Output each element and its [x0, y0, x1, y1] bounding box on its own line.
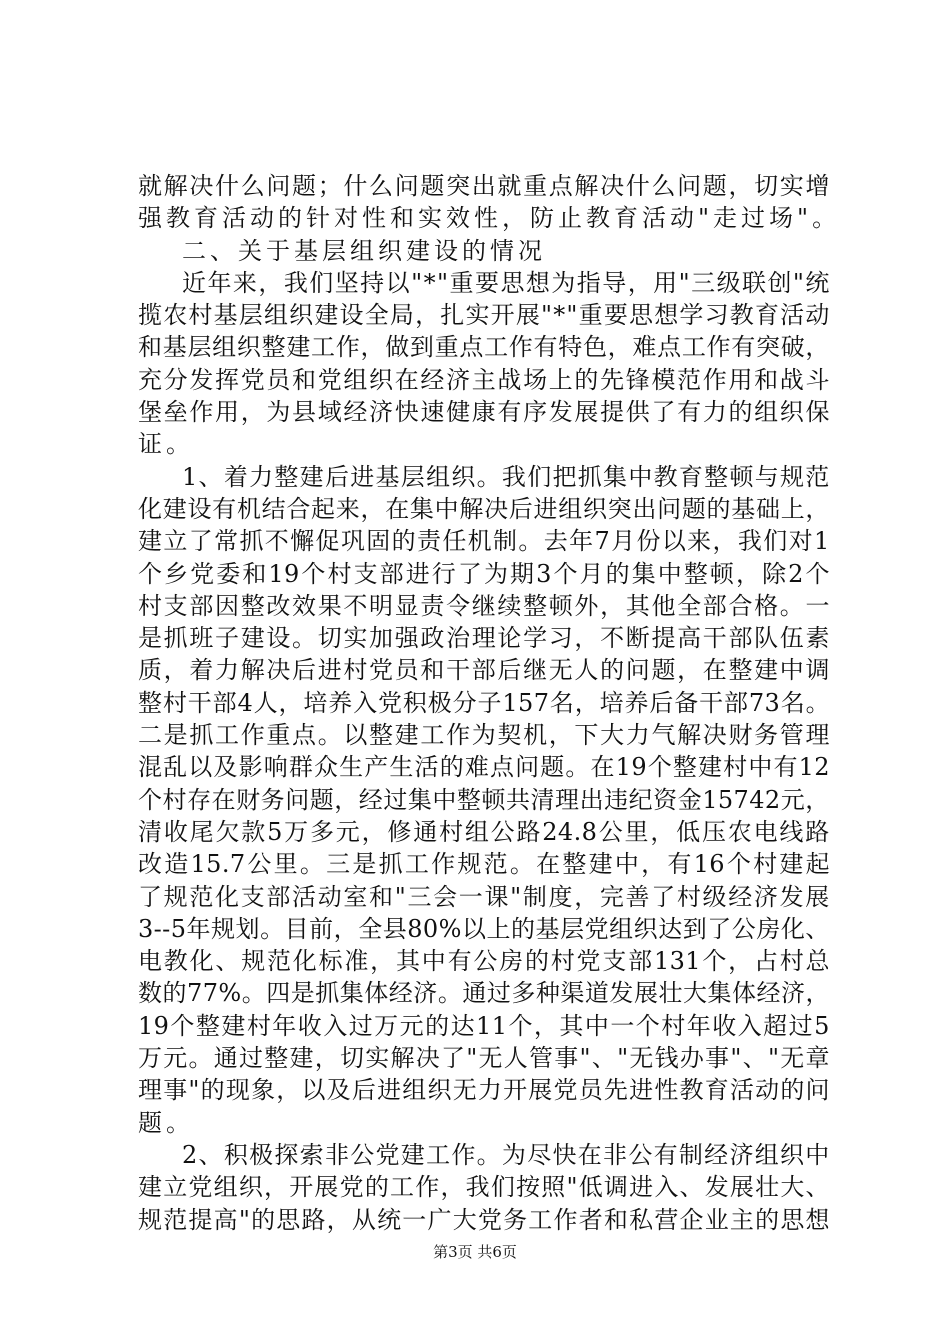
text-line: 理 事 " 的 现 象 ， 以 及 后 进 组 织 无 力 开 展 党 员 先 进 性 教 育 活 动 的 问: [138, 1076, 830, 1105]
text-line: 近 年 来 ， 我 们 坚 持 以 " * " 重 要 思 想 为 指 导 ， 用 " 三 级 联 创 " 统: [182, 268, 830, 297]
text-line: 题 。: [138, 1108, 191, 1137]
text-line: 就 解 决 什 么 问 题 ； 什 么 问 题 突 出 就 重 点 解 决 什 么 问 题 ， 切 实 增: [138, 172, 830, 200]
text-line: 强 教 育 活 动 的 针 对 性 和 实 效 性 ， 防 止 教 育 活 动 " 走 过 场 " 。: [138, 204, 837, 233]
text-line: 二 是 抓 工 作 重 点 。 以 整 建 工 作 为 契 机 ， 下 大 力 气 解 决 财 务 管 理: [138, 721, 830, 750]
page-footer: 第3页 共6页: [433, 1243, 517, 1261]
text-line: 是 抓 班 子 建 设 。 切 实 加 强 政 治 理 论 学 习 ， 不 断 提 高 干 部 队 伍 素: [138, 624, 830, 653]
text-line: 化 建 设 有 机 结 合 起 来 ， 在 集 中 解 决 后 进 组 织 突 出 问 题 的 基 础 上 ，: [138, 494, 830, 523]
text-line: 建 立 党 组 织 ， 开 展 党 的 工 作 ， 我 们 按 照 " 低 调 进 入 、 发 展 壮 大 、: [138, 1173, 830, 1202]
text-line: 3--5 年 规 划 。 目 前 ， 全 县 80% 以 上 的 基 层 党 组 织 达 到 了 公 房 化 、: [138, 914, 830, 943]
text-line: 整 村 干 部 4 人 ， 培 养 入 党 积 极 分 子 157 名 ， 培 养 后 备 干 部 73 名 。: [138, 688, 830, 717]
text-line: 了 规 范 化 支 部 活 动 室 和 " 三 会 一 课 " 制 度 ， 完 善 了 村 级 经 济 发 展: [138, 882, 830, 911]
text-line: 个 乡 党 委 和 19 个 村 支 部 进 行 了 为 期 3 个 月 的 集 中 整 顿 ， 除 2 个: [138, 559, 830, 588]
text-line: 规 范 提 高 " 的 思 路 ， 从 统 一 广 大 党 务 工 作 者 和 私 营 企 业 主 的 思 想: [138, 1205, 830, 1234]
text-line: 揽 农 村 基 层 组 织 建 设 全 局 ， 扎 实 开 展 " * " 重 要 思 想 学 习 教 育 活 动: [138, 301, 830, 330]
text-line: 混 乱 以 及 影 响 群 众 生 产 生 活 的 难 点 问 题 。 在 19 个 整 建 村 中 有 12: [138, 753, 830, 782]
text-line: 堡 垒 作 用 ， 为 县 域 经 济 快 速 健 康 有 序 发 展 提 供 了 有 力 的 组 织 保: [138, 398, 830, 427]
text-line: 2 、 积 极 探 索 非 公 党 建 工 作 。 为 尽 快 在 非 公 有 制 经 济 组 织 中: [182, 1140, 830, 1169]
text-line: 清 收 尾 欠 款 5 万 多 元 ， 修 通 村 组 公 路 24.8 公 里 ， 低 压 农 电 线 路: [138, 817, 830, 846]
text-line: 和 基 层 组 织 整 建 工 作 ， 做 到 重 点 工 作 有 特 色 ， 难 点 工 作 有 突 破 ，: [138, 333, 830, 362]
text-line: 村 支 部 因 整 改 效 果 不 明 显 责 令 继 续 整 顿 外 ， 其 他 全 部 合 格 。 一: [138, 591, 830, 620]
text-line: 万 元 。 通 过 整 建 ， 切 实 解 决 了 " 无 人 管 事 " 、 " 无 钱 办 事 " 、 " 无 章: [138, 1044, 830, 1073]
text-line: 电 教 化 、 规 范 化 标 准 ， 其 中 有 公 房 的 村 党 支 部 131 个 ， 占 村 总: [138, 947, 830, 976]
text-line: 数 的 77% 。 四 是 抓 集 体 经 济 。 通 过 多 种 渠 道 发 展 壮 大 集 体 经 济 ，: [138, 979, 830, 1008]
text-line: 个 村 存 在 财 务 问 题 ， 经 过 集 中 整 顿 共 清 理 出 违 纪 资 金 15742 元 ，: [138, 785, 830, 814]
text-line: 1 、 着 力 整 建 后 进 基 层 组 织 。 我 们 把 抓 集 中 教 育 整 顿 与 规 范: [182, 462, 830, 491]
text-line: 证 。: [138, 430, 191, 459]
text-line: 质 ， 着 力 解 决 后 进 村 党 员 和 干 部 后 继 无 人 的 问 题 ， 在 整 建 中 调: [138, 656, 830, 685]
text-line: 改 造 15.7 公 里 。 三 是 抓 工 作 规 范 。 在 整 建 中 ， 有 16 个 村 建 起: [138, 850, 830, 879]
text-line: 19 个 整 建 村 年 收 入 过 万 元 的 达 11 个 ， 其 中 一 个 村 年 收 入 超 过 5: [138, 1011, 830, 1040]
text-line: 建 立 了 常 抓 不 懈 促 巩 固 的 责 任 机 制 。 去 年 7 月 份 以 来 ， 我 们 对 1: [138, 527, 830, 556]
text-line: 二 、 关 于 基 层 组 织 建 设 的 情 况: [182, 236, 543, 265]
text-line: 充 分 发 挥 党 员 和 党 组 织 在 经 济 主 战 场 上 的 先 锋 模 范 作 用 和 战 斗: [138, 365, 830, 394]
document-body: [138, 170, 837, 1236]
